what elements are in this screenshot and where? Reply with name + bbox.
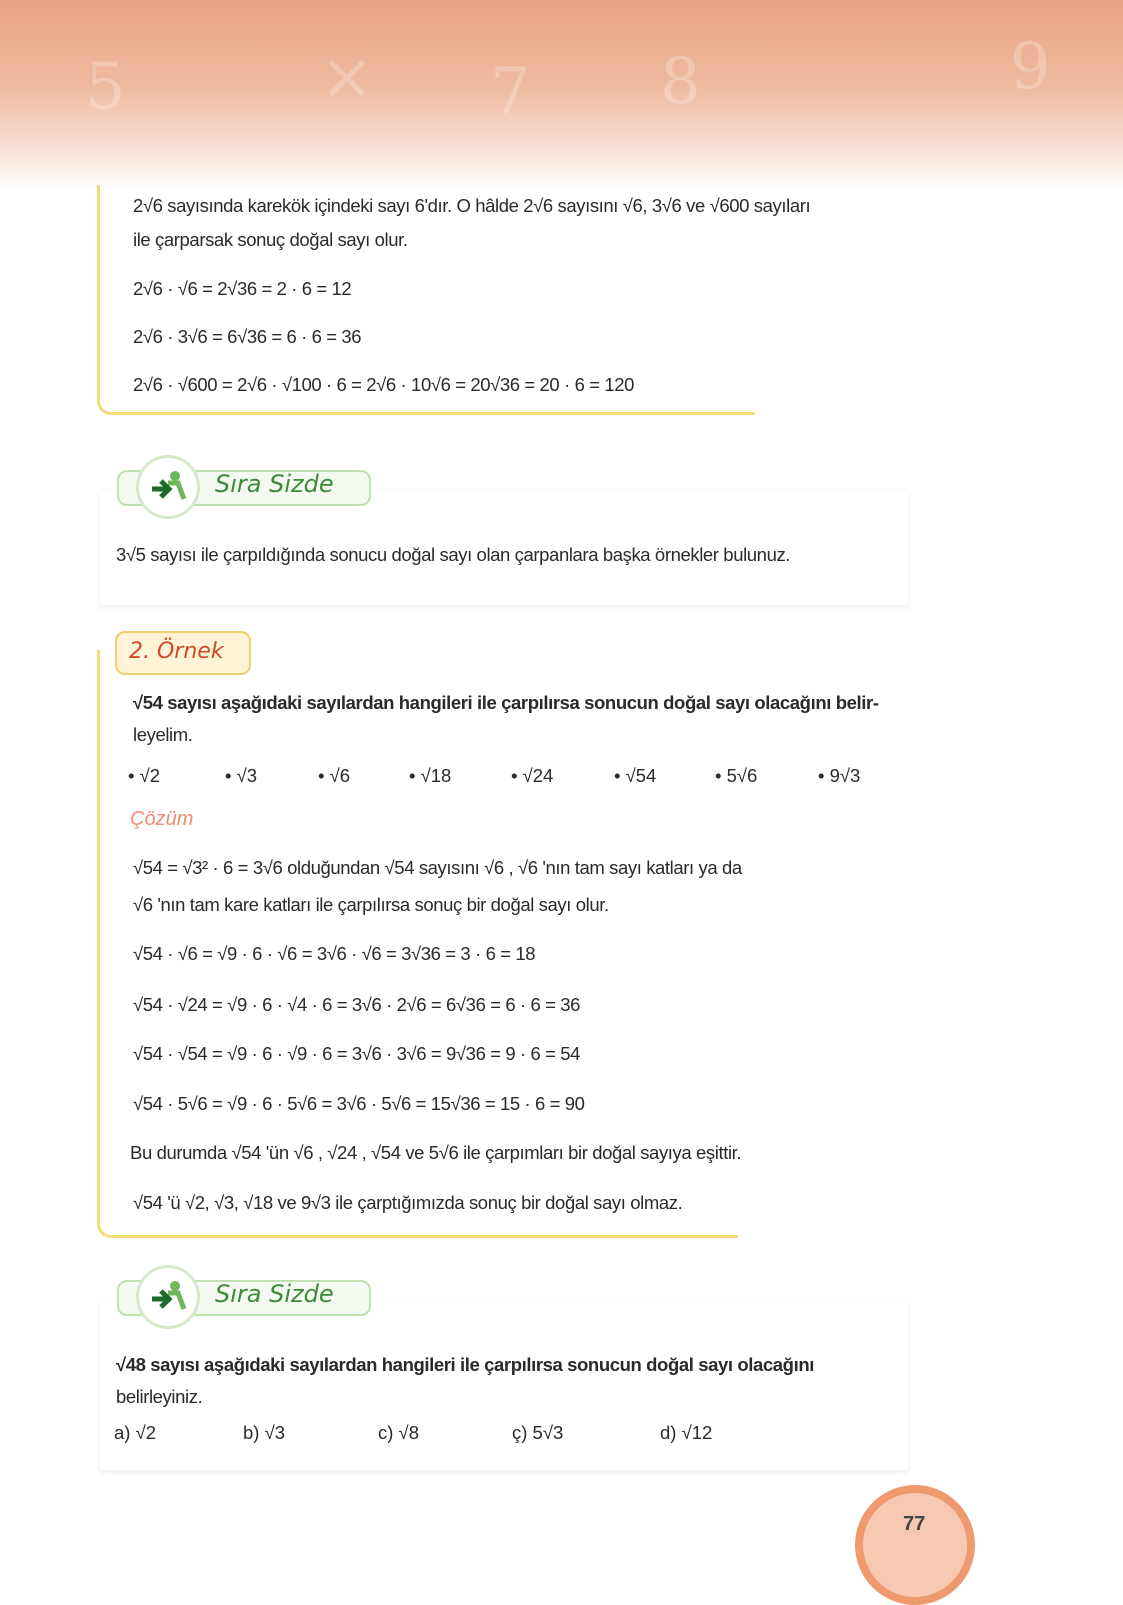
sira-sizde-card — [100, 1300, 908, 1470]
header-digit: 7 — [490, 55, 531, 129]
example1-line: 2√6 sayısında karekök içindeki sayı 6'dır. O hâlde 2√6 sayısını √6, 3√6 ve √600 sayıları — [133, 195, 811, 216]
solution-conclusion: √54 'ü √2, √3, √18 ve 9√3 ile çarptığımızda sonuç bir doğal sayı olmaz. — [133, 1192, 683, 1213]
example2-title: 2. Örnek — [129, 639, 224, 664]
example2-option: • √18 — [409, 765, 452, 786]
answer-option: ç) 5√3 — [512, 1422, 564, 1443]
example2-option: • 5√6 — [715, 765, 758, 786]
page-number: 77 — [903, 1513, 926, 1535]
sira-sizde-question: belirleyiniz. — [116, 1386, 203, 1407]
sira-sizde-title: Sıra Sizde — [215, 1280, 334, 1308]
sira-sizde-title: Sıra Sizde — [215, 470, 334, 498]
example2-question: √54 sayısı aşağıdaki sayılardan hangileri ile çarpılırsa sonucun doğal sayı olacağını belir- — [133, 692, 879, 713]
example1-equation: 2√6 · 3√6 = 6√36 = 6 · 6 = 36 — [133, 326, 362, 347]
solution-line: √54 = √3² · 6 = 3√6 olduğundan √54 sayısını √6 , √6 'nın tam sayı katları ya da — [133, 857, 742, 878]
sira-sizde-icon — [136, 1265, 200, 1329]
example1-equation: 2√6 · √6 = 2√36 = 2 · 6 = 12 — [133, 278, 352, 299]
solution-equation: √54 · 5√6 = √9 · 6 · 5√6 = 3√6 · 5√6 = 15√36 = 15 · 6 = 90 — [133, 1093, 585, 1114]
example2-option: • √6 — [318, 765, 351, 786]
header-digit: × — [320, 40, 374, 114]
solution-conclusion: Bu durumda √54 'ün √6 , √24 , √54 ve 5√6 ile çarpımları bir doğal sayıya eşittir. — [130, 1142, 742, 1163]
example2-option: • 9√3 — [818, 765, 861, 786]
solution-label: Çözüm — [130, 808, 194, 830]
example2-badge — [115, 631, 251, 675]
example2-option: • √2 — [128, 765, 161, 786]
solution-line: √6 'nın tam kare katları ile çarpılırsa sonuç bir doğal sayı olur. — [133, 894, 609, 915]
solution-equation: √54 · √54 = √9 · 6 · √9 · 6 = 3√6 · 3√6 = 9√36 = 9 · 6 = 54 — [133, 1043, 581, 1064]
sira-sizde-text: 3√5 sayısı ile çarpıldığında sonucu doğal sayı olan çarpanlara başka örnekler bulunuz. — [116, 544, 791, 565]
answer-option: d) √12 — [660, 1422, 713, 1443]
header-digit: 8 — [660, 45, 701, 119]
example1-line: ile çarparsak sonuç doğal sayı olur. — [133, 229, 408, 250]
example2-option: • √3 — [225, 765, 258, 786]
page-header-banner — [0, 0, 1123, 190]
sira-sizde-icon — [136, 455, 200, 519]
example2-option: • √24 — [511, 765, 554, 786]
answer-option: c) √8 — [378, 1422, 419, 1443]
example2-question: leyelim. — [133, 724, 193, 745]
header-digit: 5 — [85, 50, 126, 124]
sira-sizde-question: √48 sayısı aşağıdaki sayılardan hangileri ile çarpılırsa sonucun doğal sayı olacağını — [116, 1354, 814, 1375]
answer-option: a) √2 — [114, 1422, 157, 1443]
header-digit: 9 — [1010, 30, 1051, 104]
example1-equation: 2√6 · √600 = 2√6 · √100 · 6 = 2√6 · 10√6 = 20√36 = 20 · 6 = 120 — [133, 374, 635, 395]
solution-equation: √54 · √24 = √9 · 6 · √4 · 6 = 3√6 · 2√6 = 6√36 = 6 · 6 = 36 — [133, 994, 581, 1015]
page-number-badge — [855, 1485, 975, 1605]
example2-option: • √54 — [614, 765, 657, 786]
answer-option: b) √3 — [243, 1422, 286, 1443]
solution-equation: √54 · √6 = √9 · 6 · √6 = 3√6 · √6 = 3√36 = 3 · 6 = 18 — [133, 943, 536, 964]
